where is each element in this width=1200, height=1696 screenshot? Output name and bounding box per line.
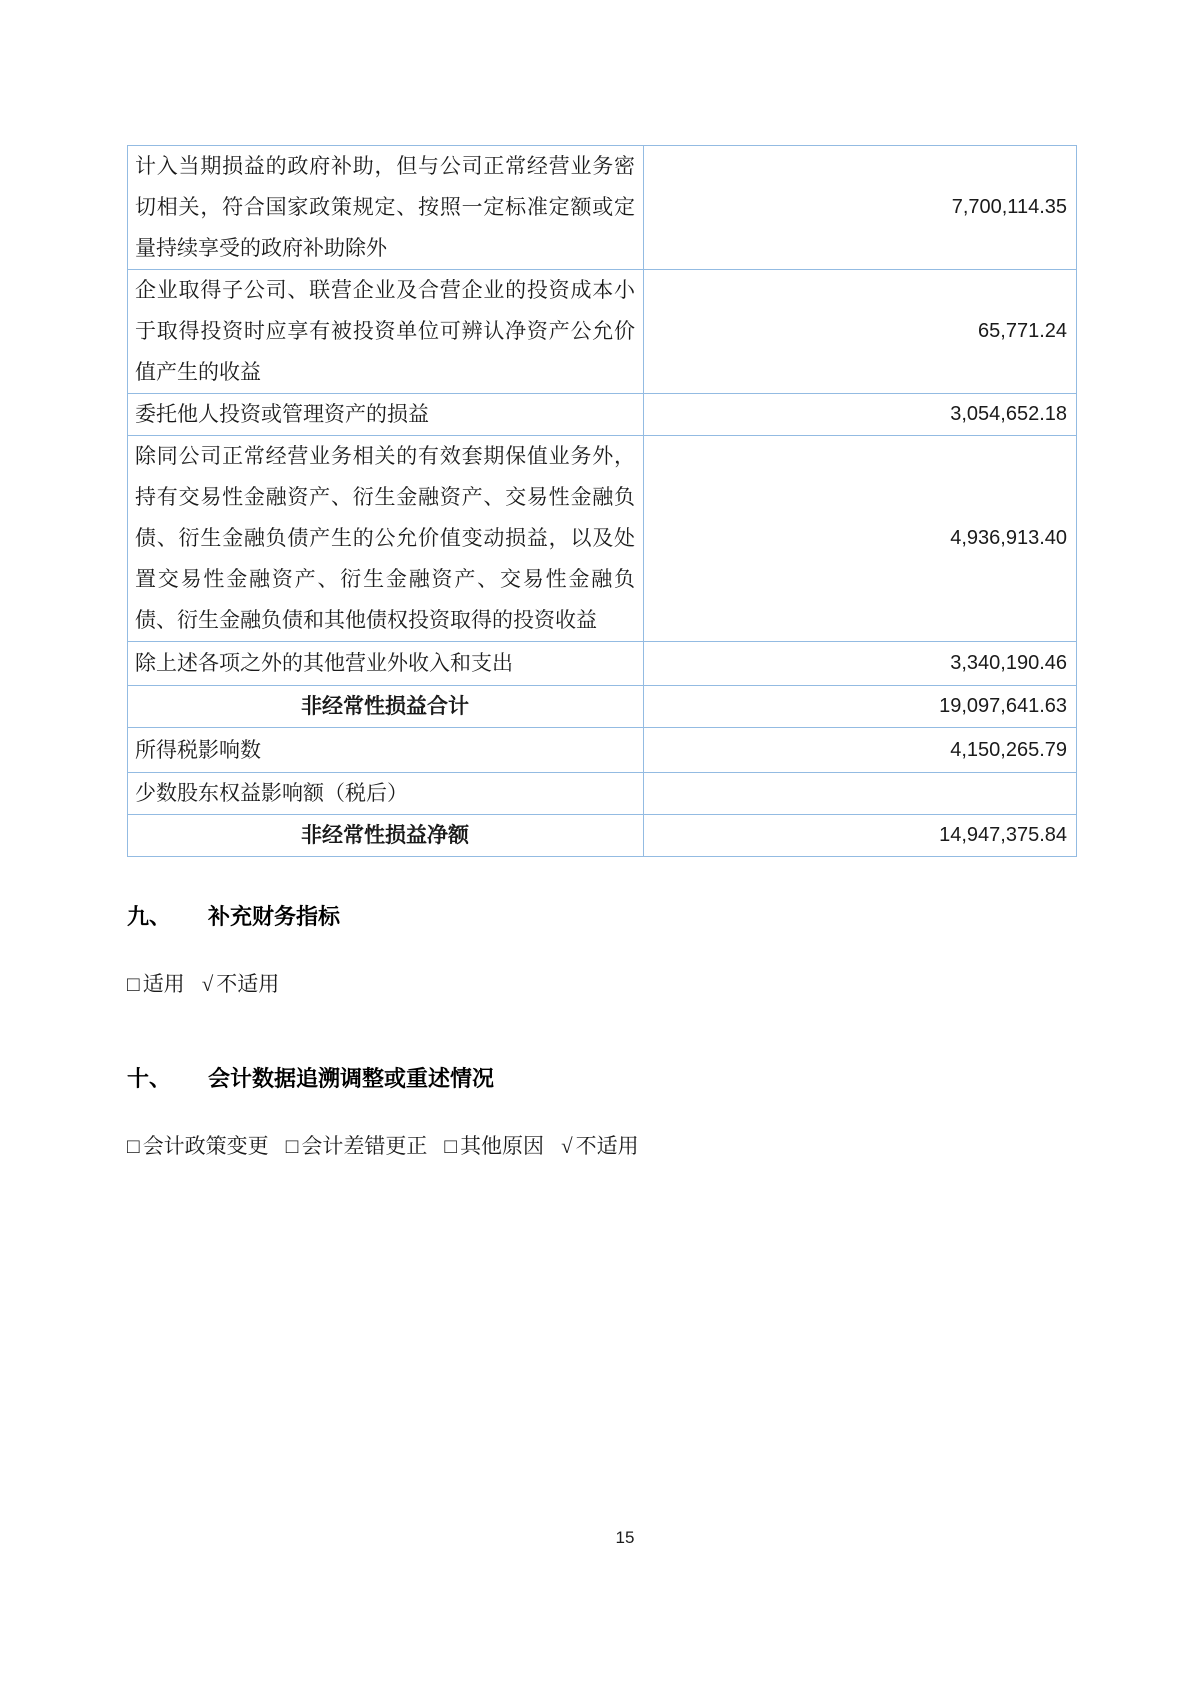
table-row [128,394,1077,436]
item-label: 所得税影响数 [128,728,644,773]
section-heading [127,902,1076,932]
item-value: 7,700,114.35 [644,146,1077,270]
option-label: 不适用 [575,1134,639,1158]
table-row [128,270,1077,394]
option-unchecked [286,1134,428,1158]
option-unchecked [444,1134,544,1158]
non-recurring-items-table [127,145,1077,857]
item-value: 4,936,913.40 [644,436,1077,642]
item-value: 4,150,265.79 [644,728,1077,773]
table-row [128,146,1077,270]
item-label: 除上述各项之外的其他营业外收入和支出 [128,642,644,686]
option-label: 适用 [142,972,185,996]
item-label: 非经常性损益净额 [128,815,644,857]
non-recurring-items-table-body [128,146,1077,857]
item-label: 少数股东权益影响额（税后） [128,773,644,815]
option-checked [561,1134,639,1158]
item-label: 除同公司正常经营业务相关的有效套期保值业务外，持有交易性金融资产、衍生金融资产、交易性金融负债、衍生金融负债产生的公允价值变动损益，以及处置交易性金融资产、衍生金融资产、交易性金融负债、衍生金融负债和其他债权投资取得的投资收益 [128,436,644,642]
checkbox-icon: □ [444,1134,458,1158]
option-unchecked [127,972,185,996]
item-value: 3,054,652.18 [644,394,1077,436]
table-row [128,642,1077,686]
section-number: 十、 [127,1066,172,1091]
table-row [128,436,1077,642]
item-label: 企业取得子公司、联营企业及合营企业的投资成本小于取得投资时应享有被投资单位可辨认净资产公允价值产生的收益 [128,270,644,394]
option-label: 会计差错更正 [301,1134,428,1158]
restatement-options [127,1130,1076,1162]
item-value: 3,340,190.46 [644,642,1077,686]
checkmark-icon: √ [201,972,214,996]
table-row [128,686,1077,728]
option-label: 其他原因 [460,1134,545,1158]
checkmark-icon: √ [561,1134,573,1158]
table-row [128,773,1077,815]
item-value: 65,771.24 [644,270,1077,394]
section-heading [127,1064,1076,1094]
option-label: 会计政策变更 [142,1134,269,1158]
section-accounting-restatement [127,1064,1076,1162]
section-supplementary-financial-indicators [127,902,1076,1000]
item-label: 非经常性损益合计 [128,686,644,728]
section-title: 会计数据追溯调整或重述情况 [208,1066,495,1091]
page-number: 15 [615,1528,635,1547]
checkbox-icon: □ [127,972,140,996]
item-value [644,773,1077,815]
option-checked [202,972,280,996]
item-label: 计入当期损益的政府补助，但与公司正常经营业务密切相关，符合国家政策规定、按照一定标准定额或定量持续享受的政府补助除外 [128,146,644,270]
table-row [128,728,1077,773]
item-label: 委托他人投资或管理资产的损益 [128,394,644,436]
section-title: 补充财务指标 [208,904,341,929]
checkbox-icon: □ [127,1134,140,1158]
option-label: 不适用 [216,972,280,996]
option-unchecked [127,1134,269,1158]
table-row [128,815,1077,857]
item-value: 19,097,641.63 [644,686,1077,728]
checkbox-icon: □ [285,1134,299,1158]
section-number: 九、 [127,904,172,929]
item-value: 14,947,375.84 [644,815,1077,857]
applicability-options [127,968,1076,1000]
